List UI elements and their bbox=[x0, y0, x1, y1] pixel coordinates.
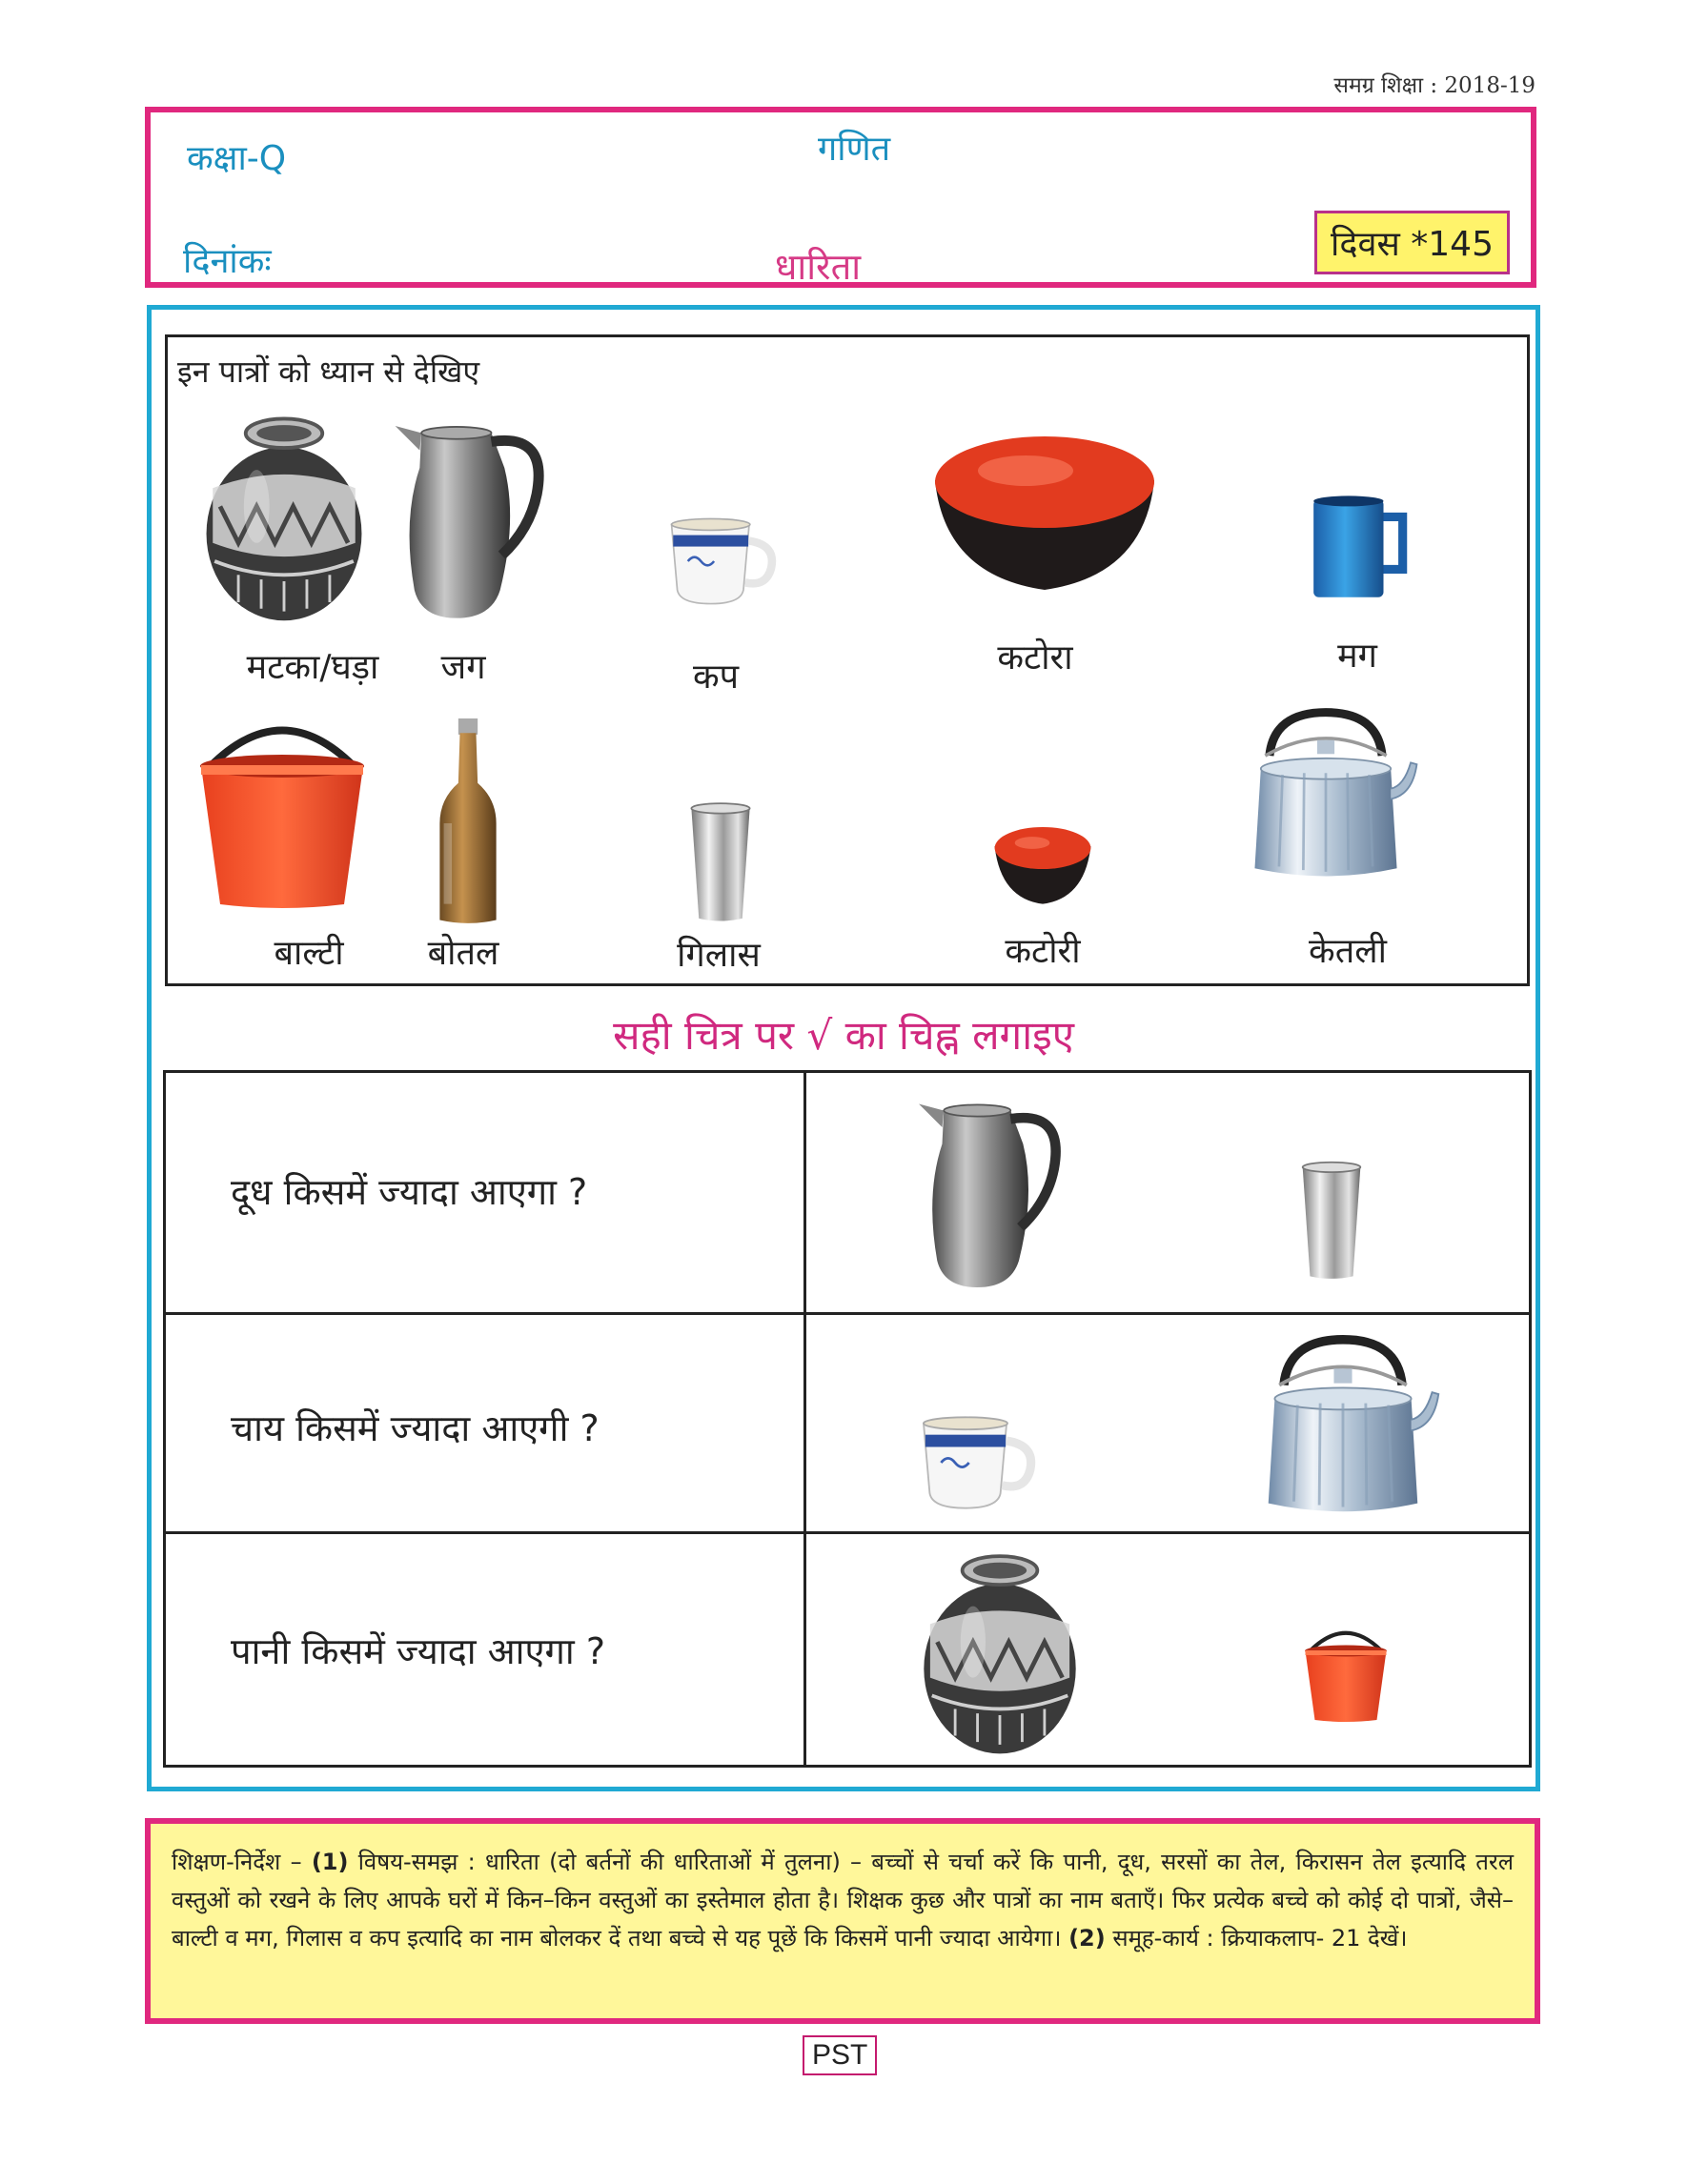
question-cell bbox=[166, 1073, 806, 1312]
cup-icon bbox=[616, 509, 825, 614]
pot-icon[interactable] bbox=[919, 1544, 1081, 1762]
question-cell bbox=[166, 1315, 806, 1531]
bucket-icon bbox=[177, 723, 387, 914]
jug-icon[interactable] bbox=[900, 1094, 1071, 1298]
observe-instruction: इन पात्रों को ध्यान से देखिए bbox=[177, 354, 480, 390]
glass-icon bbox=[616, 798, 825, 931]
cup-icon[interactable] bbox=[909, 1410, 1043, 1519]
point-number: (1) bbox=[311, 1849, 349, 1875]
topic-title: धारिता bbox=[775, 246, 862, 288]
tick-instruction: सही चित्र पर √ का चिह्न लगाइए bbox=[613, 1012, 1074, 1059]
question-text-milk: दूध किसमें ज्यादा आएगा ? bbox=[231, 1171, 588, 1213]
instructions-label: शिक्षण-निर्देश – bbox=[172, 1849, 312, 1875]
mug-icon bbox=[1252, 488, 1462, 607]
day-badge: दिवस *145 bbox=[1314, 211, 1510, 274]
instructions-text: विषय-समझ : धारिता (दो बर्तनों की धारिताओं में तुलना) – बच्चों से चर्चा करें कि पानी, दूध, सरसों का तेल, किरासन तेल इत्यादि तरल वस्तुओं को रखने के लिए आपके घरों में किन–किन वस्तुओं का इस्तेमाल होता है। शिक्षक कुछ और पात्रों का नाम बताएँ। फिर प्रत्येक बच्चे को कोई दो पात्रों, जैसे– बाल्टी व मग, गिलास व कप इत्यादि का नाम बोलकर दें तथा बच्चे से यह पूछें कि किसमें पानी ज्यादा आयेगा। bbox=[172, 1849, 1514, 1951]
glass-icon[interactable] bbox=[1298, 1161, 1365, 1288]
question-text-water: पानी किसमें ज्यादा आएगा ? bbox=[231, 1630, 606, 1672]
item-label-jug: जग bbox=[440, 648, 486, 687]
question-row-water bbox=[166, 1534, 1529, 1768]
vessels-panel bbox=[165, 334, 1530, 986]
item-label-glass: गिलास bbox=[677, 936, 761, 975]
group-work-text: समूह-कार्य : क्रियाकलाप- 21 देखें। bbox=[1105, 1925, 1408, 1951]
item-label-bucket: बाल्टी bbox=[274, 934, 344, 973]
small-bowl-icon bbox=[938, 819, 1148, 909]
question-row-tea bbox=[166, 1315, 1529, 1534]
date-label: दिनांकः bbox=[183, 242, 272, 281]
question-row-milk bbox=[166, 1073, 1529, 1315]
bowl-icon bbox=[930, 433, 1140, 595]
item-label-cup: कप bbox=[692, 657, 740, 697]
pot-icon bbox=[179, 406, 389, 625]
bottle-icon bbox=[363, 718, 573, 928]
worksheet-box bbox=[147, 305, 1540, 1791]
point-number: (2) bbox=[1068, 1925, 1106, 1951]
class-label: कक्षा-Q bbox=[187, 139, 287, 178]
item-label-bottle: बोतल bbox=[427, 934, 499, 973]
subject-title: गणित bbox=[818, 130, 891, 169]
item-label-pot: मटका/घड़ा bbox=[246, 648, 379, 687]
item-label-kettle: केतली bbox=[1309, 932, 1387, 971]
header-box bbox=[145, 107, 1536, 288]
question-table bbox=[163, 1070, 1532, 1768]
kettle-icon bbox=[1221, 699, 1431, 890]
jug-icon bbox=[360, 415, 570, 625]
kettle-icon[interactable] bbox=[1243, 1328, 1443, 1527]
bucket-icon[interactable] bbox=[1298, 1629, 1393, 1729]
teaching-instructions bbox=[145, 1818, 1540, 2024]
question-text-tea: चाय किसमें ज्यादा आएगी ? bbox=[231, 1407, 600, 1449]
item-label-small-bowl: कटोरी bbox=[1005, 932, 1081, 971]
question-cell bbox=[166, 1534, 806, 1768]
item-label-bowl: कटोरा bbox=[997, 638, 1073, 677]
series-label: समग्र शिक्षा : 2018-19 bbox=[1333, 73, 1535, 98]
page-code: PST bbox=[803, 2035, 877, 2075]
item-label-mug: मग bbox=[1337, 637, 1377, 676]
